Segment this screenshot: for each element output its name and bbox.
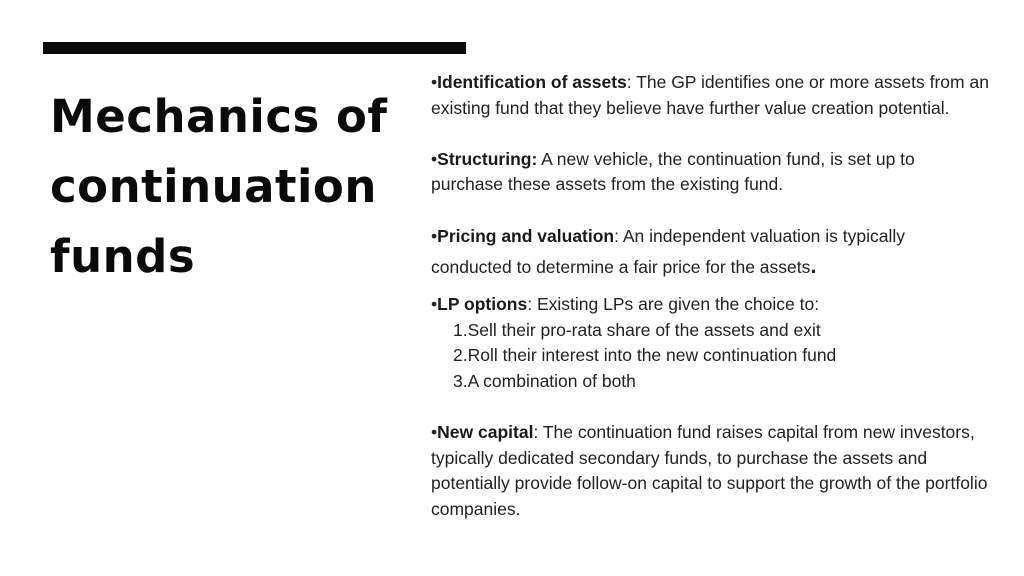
slide-content bbox=[431, 70, 991, 523]
list-item: 3.A combination of both bbox=[453, 370, 636, 391]
bullet-pricing bbox=[431, 224, 991, 250]
bullet-heading: Identification of assets bbox=[437, 72, 627, 92]
bullet-marker: • bbox=[431, 294, 438, 315]
slide-title: Mechanics of continuation funds bbox=[50, 90, 388, 283]
bullet-heading: Pricing and valuation bbox=[437, 225, 615, 246]
lp-options-list bbox=[431, 318, 991, 395]
bullet-heading: LP options bbox=[437, 294, 528, 315]
bullet-heading: Structuring: bbox=[437, 148, 538, 169]
bullet-structuring bbox=[431, 147, 991, 198]
bullet-pricing-continued bbox=[431, 249, 991, 284]
bullet-text: : An independent valuation is typically bbox=[614, 225, 906, 246]
list-item: 1.Sell their pro-rata share of the assets and exit bbox=[453, 319, 821, 340]
bullet-marker: • bbox=[431, 72, 438, 92]
bullet-end-dot: . bbox=[810, 253, 817, 279]
bullet-new-capital bbox=[431, 420, 991, 522]
bullet-marker: • bbox=[431, 422, 438, 443]
title-accent-bar bbox=[43, 42, 466, 54]
bullet-text: conducted to determine a fair price for the assets bbox=[431, 257, 811, 278]
bullet-text: : Existing LPs are given the choice to: bbox=[527, 294, 820, 315]
bullet-lp-options bbox=[431, 292, 991, 318]
bullet-identification bbox=[431, 70, 991, 121]
bullet-text: A new vehicle, the continuation fund, is set up to purchase these assets from the existing fund. bbox=[431, 148, 915, 195]
bullet-marker: • bbox=[431, 225, 438, 246]
bullet-text: : The continuation fund raises capital from new investors, typically dedicated secondary funds, to purchase the assets and potentially provide follow-on capital to support the growth of the portfolio companies. bbox=[431, 422, 988, 519]
bullet-marker: • bbox=[431, 148, 438, 169]
bullet-heading: New capital bbox=[437, 422, 534, 443]
list-item: 2.Roll their interest into the new continuation fund bbox=[453, 345, 837, 366]
bullet-text: : The GP identifies one or more assets from an existing fund that they believe have further value creation potential. bbox=[431, 72, 989, 118]
